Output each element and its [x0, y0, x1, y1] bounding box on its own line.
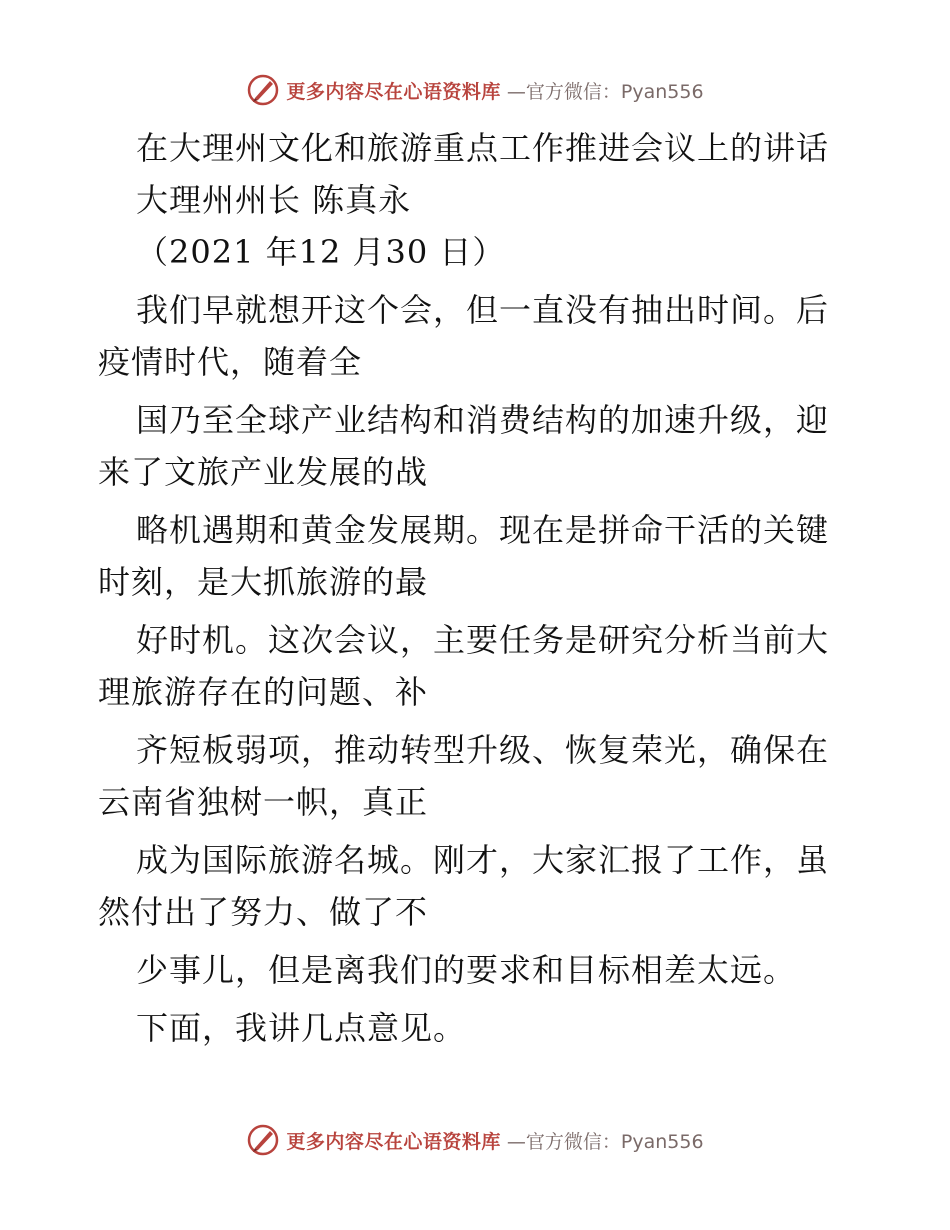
watermark-brand: 更多内容尽在心语资料库 [286, 1130, 501, 1153]
paragraph-line: 理旅游存在的问题、补 [98, 673, 429, 711]
quill-pen-circle-icon [246, 1123, 280, 1157]
paragraph-line: 好时机。这次会议，主要任务是研究分析当前大 [136, 621, 830, 659]
header-watermark [0, 70, 950, 110]
watermark-official: —官方微信：Pyan556 [506, 1130, 704, 1153]
document-body [98, 122, 858, 1054]
document-author: 大理州州长 陈真永 [136, 181, 412, 219]
quill-pen-circle-icon [246, 73, 280, 107]
watermark-official: —官方微信：Pyan556 [506, 80, 704, 103]
paragraph-line: 下面，我讲几点意见。 [136, 1009, 467, 1047]
document-title: 在大理州文化和旅游重点工作推进会议上的讲话 [136, 129, 830, 167]
paragraph-line: 略机遇期和黄金发展期。现在是拼命干活的关键 [136, 511, 830, 549]
paragraph-line: 我们早就想开这个会，但一直没有抽出时间。后 [136, 291, 830, 329]
paragraph-line: 来了文旅产业发展的战 [98, 453, 429, 491]
paragraph-line: 国乃至全球产业结构和消费结构的加速升级，迎 [136, 401, 830, 439]
paragraph-line: 成为国际旅游名城。刚才，大家汇报了工作，虽 [136, 841, 830, 879]
document-date: （2021 年12 月30 日） [136, 233, 506, 271]
watermark-brand: 更多内容尽在心语资料库 [286, 80, 501, 103]
paragraph-line: 疫情时代，随着全 [98, 343, 363, 381]
footer-watermark [0, 1120, 950, 1160]
paragraph-line: 然付出了努力、做了不 [98, 893, 429, 931]
paragraph-line: 齐短板弱项，推动转型升级、恢复荣光，确保在 [136, 731, 830, 769]
paragraph-line: 少事儿，但是离我们的要求和目标相差太远。 [136, 951, 797, 989]
paragraph-line: 时刻，是大抓旅游的最 [98, 563, 429, 601]
paragraph-line: 云南省独树一帜，真正 [98, 783, 429, 821]
